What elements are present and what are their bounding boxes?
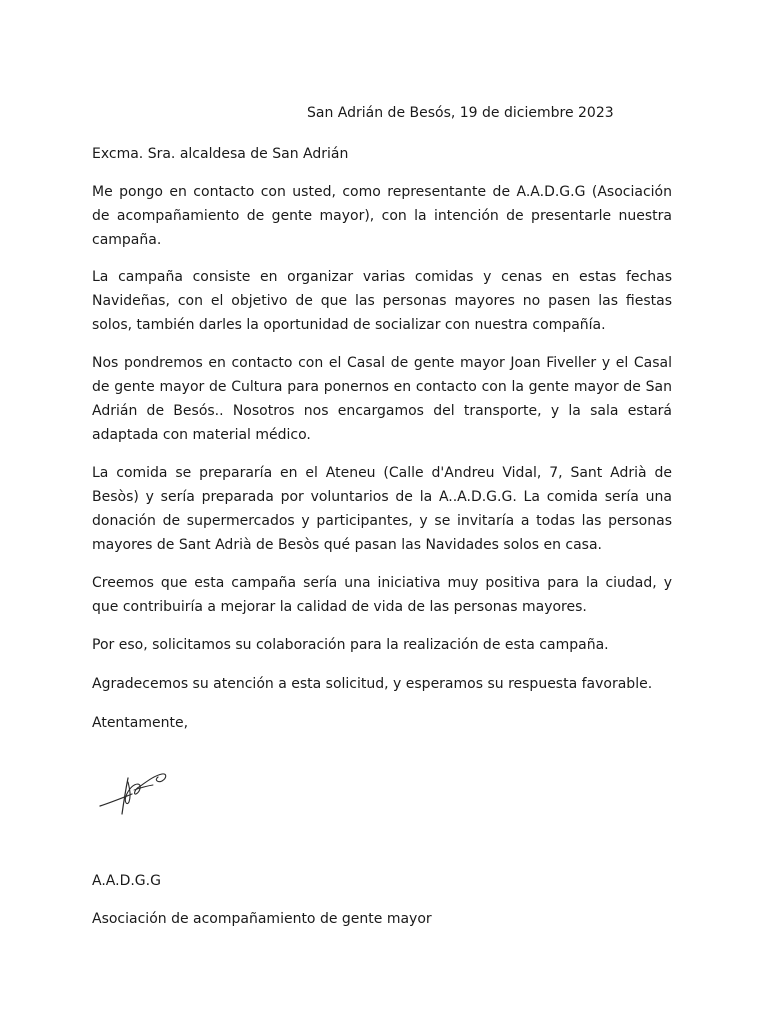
paragraph-contact: Nos pondremos en contacto con el Casal de gente mayor Joan Fiveller y el Casal de gente mayor de Cultura para ponernos en contacto con la gente mayor de San Adrián de Besós.. Nosotros nos encargamos del transporte, y la sala estará adaptada con material médico. xyxy=(92,355,672,443)
paragraph-introduction: Me pongo en contacto con usted, como representante de A.A.D.G.G (Asociación de acompañamiento de gente mayor), con la intención de presentarle nuestra campaña. xyxy=(92,184,672,248)
signature-image xyxy=(98,768,170,822)
recipient-line: Excma. Sra. alcaldesa de San Adrián xyxy=(92,146,349,162)
closing-line: Atentamente, xyxy=(92,715,189,731)
date-line: San Adrián de Besós, 19 de diciembre 2023 xyxy=(307,105,614,121)
paragraph-meal: La comida se prepararía en el Ateneu (Calle d'Andreu Vidal, 7, Sant Adrià de Besòs) y sería preparada por voluntarios de la A..A.D.G.G. La comida sería una donación de supermercados y participantes, y se invitaría a todas las personas mayores de Sant Adrià de Besòs qué pasan las Navidades solos en casa. xyxy=(92,465,672,553)
sender-acronym: A.A.D.G.G xyxy=(92,873,161,889)
sender-full-name: Asociación de acompañamiento de gente mayor xyxy=(92,911,432,927)
paragraph-campaign: La campaña consiste en organizar varias comidas y cenas en estas fechas Navideñas, con el objetivo de que las personas mayores no pasen las fiestas solos, también darles la oportunidad de socializar con nuestra compañía. xyxy=(92,269,672,333)
paragraph-request: Por eso, solicitamos su colaboración para la realización de esta campaña. xyxy=(92,637,609,653)
paragraph-benefit: Creemos que esta campaña sería una iniciativa muy positiva para la ciudad, y que contribuiría a mejorar la calidad de vida de las personas mayores. xyxy=(92,575,672,615)
paragraph-thanks: Agradecemos su atención a esta solicitud, y esperamos su respuesta favorable. xyxy=(92,676,653,692)
